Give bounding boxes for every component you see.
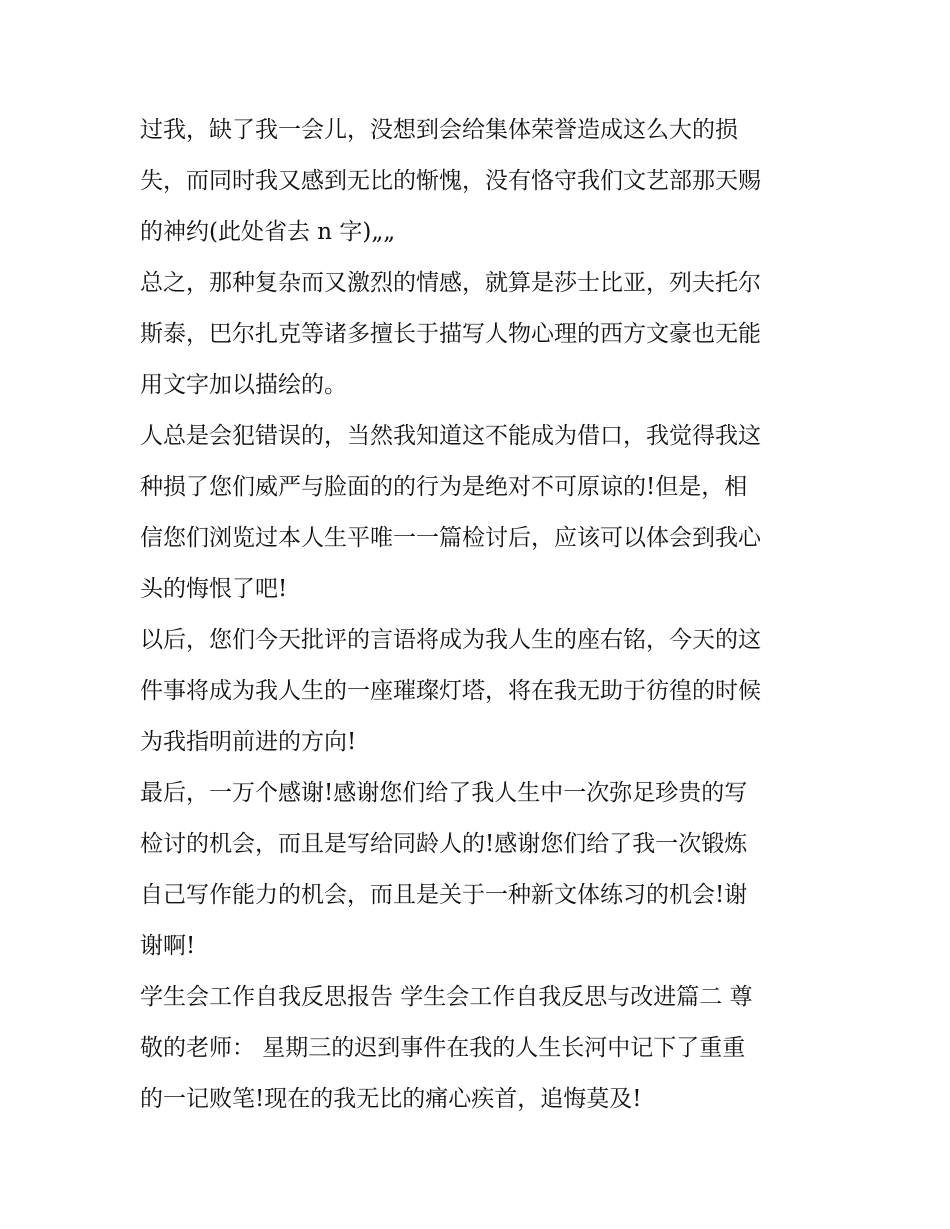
document-body: [140, 105, 820, 1125]
text-line: 头的悔恨了吧!: [140, 576, 288, 602]
text-line: 过我，缺了我一会儿，没想到会给集体荣誉造成这么大的损: [140, 117, 738, 143]
text-line: 敬的老师： 星期三的迟到事件在我的人生长河中记下了重重: [140, 1035, 746, 1061]
text-line: 信您们浏览过本人生平唯一一篇检讨后，应该可以体会到我心: [140, 525, 761, 551]
text-line: 学生会工作自我反思报告 学生会工作自我反思与改进篇二 尊: [140, 984, 753, 1010]
text-line: 人总是会犯错误的，当然我知道这不能成为借口，我觉得我这: [140, 423, 761, 449]
text-line: 种损了您们威严与脸面的的行为是绝对不可原谅的!但是，相: [140, 474, 748, 500]
text-line: 的一记败笔!现在的我无比的痛心疾首，追悔莫及!: [140, 1086, 642, 1112]
text-line: 失，而同时我又感到无比的惭愧，没有恪守我们文艺部那天赐: [140, 168, 761, 194]
text-line: 总之，那种复杂而又激烈的情感，就算是莎士比亚，列夫托尔: [140, 270, 761, 296]
text-line: 最后，一万个感谢!感谢您们给了我人生中一次弥足珍贵的写: [140, 780, 748, 806]
text-line: 以后，您们今天批评的言语将成为我人生的座右铭，今天的这: [140, 627, 761, 653]
text-line: 件事将成为我人生的一座璀璨灯塔，将在我无助于彷徨的时候: [140, 678, 761, 704]
text-line: 谢啊!: [140, 933, 196, 959]
text-line: 为我指明前进的方向!: [140, 729, 357, 755]
text-line: 检讨的机会，而且是写给同龄人的!感谢您们给了我一次锻炼: [140, 831, 748, 857]
text-line: 用文字加以描绘的。: [140, 372, 347, 398]
text-line: 斯泰，巴尔扎克等诸多擅长于描写人物心理的西方文豪也无能: [140, 321, 761, 347]
text-line: 自己写作能力的机会，而且是关于一种新文体练习的机会!谢: [140, 882, 748, 908]
text-line: 的神约(此处省去 n 字)„„: [140, 219, 396, 245]
